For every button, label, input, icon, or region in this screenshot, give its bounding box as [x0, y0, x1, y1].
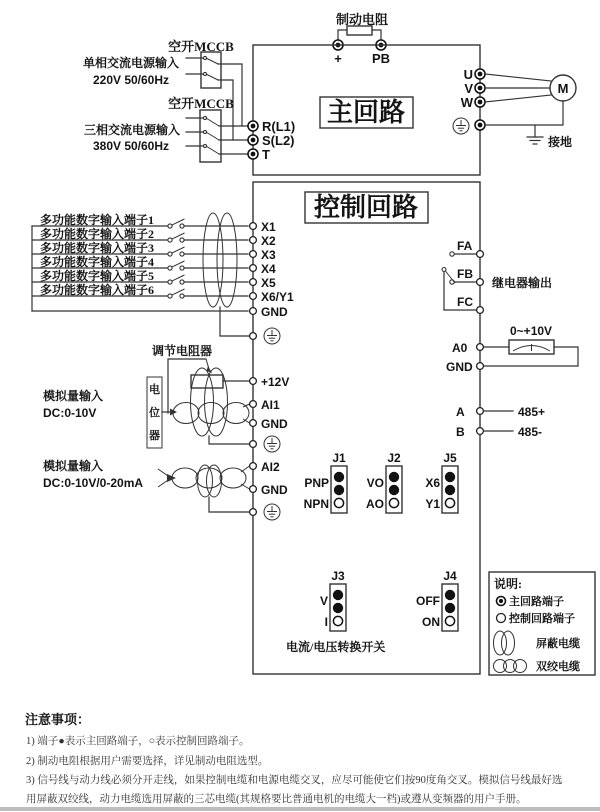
jumper-j4-top-label: OFF	[416, 594, 440, 608]
shield-cable-symbol-ai1	[191, 368, 214, 436]
terminal-dgnd	[250, 308, 257, 315]
jumper-j3	[330, 584, 346, 631]
legend-shield-cable-icon	[494, 631, 507, 655]
jumper-j1	[331, 466, 347, 513]
terminal-ai1-gnd	[250, 420, 257, 427]
braking-resistor-label: 制动电阻	[335, 12, 389, 27]
three-phase-voltage: 380V 50/60Hz	[92, 139, 170, 153]
terminal-x6y1	[250, 293, 257, 300]
jumper-j3-top-label: V	[319, 594, 328, 608]
digital-switch-6	[168, 289, 185, 298]
jumper-j2	[386, 466, 402, 513]
terminal-x5	[250, 279, 257, 286]
terminal-ai1	[250, 401, 257, 408]
control-circuit-title: 控制回路	[313, 193, 419, 222]
jumper-j3-bottom-label: I	[324, 615, 328, 629]
digital-input-2-label: 多功能数字输入端子2	[40, 227, 155, 241]
note-1: 1) 端子●表示主回路端子，○表示控制回路端子。	[26, 736, 250, 747]
jumper-j1-bottom-label: NPN	[303, 497, 329, 511]
single-phase-label: 单相交流电源输入	[82, 56, 180, 70]
relay-output-label: 继电器输出	[492, 276, 553, 290]
terminal-12v-label: +12V	[261, 375, 290, 389]
legend-control-terminal-label: 控制回路端子	[509, 613, 575, 625]
terminal-fb	[477, 279, 484, 286]
jumper-j4	[442, 584, 458, 631]
legend-title: 说明:	[494, 577, 522, 591]
terminal-ai1-label: AI1	[261, 398, 280, 412]
terminal-x4-label: X4	[261, 262, 276, 276]
terminal-x1-label: X1	[261, 220, 276, 234]
terminal-fa-label: FA	[457, 239, 473, 253]
terminal-s	[248, 135, 258, 145]
485-plus-label: 485+	[518, 405, 546, 419]
main-circuit-title: 主回路	[326, 98, 406, 127]
legend-main-terminal-label: 主回路端子	[509, 596, 564, 608]
pe-icon-3	[264, 504, 280, 520]
jumper-j4-label: J4	[443, 569, 457, 583]
terminal-ai1-gnd-label: GND	[261, 417, 288, 431]
terminal-x4	[250, 265, 257, 272]
terminal-s-label: S(L2)	[262, 133, 295, 148]
braking-resistor-symbol	[347, 26, 372, 35]
legend-twisted-cable-label: 双绞电缆	[536, 661, 580, 673]
terminal-plus-label: +	[334, 51, 342, 66]
potentiometer-char-2: 位	[149, 407, 160, 419]
terminal-u-label: U	[463, 67, 473, 82]
voltage-current-switch-label: 电流/电压转换开关	[286, 640, 386, 654]
digital-switch-5	[168, 275, 185, 284]
terminal-pb-label: PB	[371, 51, 391, 66]
analog1-range: DC:0-10V	[43, 406, 97, 420]
shield-cable-symbol-ai2	[198, 465, 213, 497]
terminal-x2	[250, 237, 257, 244]
legend-twisted-cable-icon	[494, 660, 507, 673]
twisted-pair-symbol-ai1	[173, 403, 199, 424]
terminal-x3	[250, 251, 257, 258]
note-3: 3) 信号线与动力线必须分开走线，如果控制电缆和电源电缆交叉，应尽可能使它们按90度角交叉。模拟信号线最好选	[26, 775, 563, 786]
jumper-j5-label: J5	[443, 451, 457, 465]
terminal-12v	[250, 378, 257, 385]
motor-label: M	[557, 81, 569, 96]
terminal-t	[248, 149, 258, 159]
terminal-u	[475, 69, 485, 79]
notes-title: 注意事项：	[25, 712, 91, 727]
jumper-j2-top-label: VO	[366, 476, 384, 490]
analog1-label: 模拟量输入	[43, 389, 104, 403]
terminal-a0	[477, 344, 484, 351]
adjust-resistor-label: 调节电阻器	[152, 344, 213, 358]
terminal-ai2-gnd-label: GND	[261, 483, 288, 497]
terminal-v	[475, 83, 485, 93]
terminal-a0-gnd-label: GND	[446, 360, 473, 374]
terminal-fc-label: FC	[457, 295, 473, 309]
digital-switch-2	[168, 233, 185, 242]
pe-icon-main	[453, 118, 469, 134]
terminal-x3-label: X3	[261, 248, 276, 262]
mccb1-label: 空开MCCB	[168, 39, 234, 54]
terminal-pe-2	[250, 441, 257, 448]
jumper-j5	[442, 466, 458, 513]
terminal-pe-3	[250, 509, 257, 516]
legend-shield-cable-label: 屏蔽电缆	[536, 638, 580, 650]
single-phase-voltage: 220V 50/60Hz	[92, 73, 170, 87]
scan-edge-band	[0, 807, 600, 811]
terminal-485b-label: B	[456, 425, 465, 439]
jumper-j2-bottom-label: AO	[366, 497, 384, 511]
digital-switch-1	[168, 219, 185, 228]
terminal-485a	[477, 408, 484, 415]
terminal-ai2-gnd	[250, 486, 257, 493]
pe-icon-2	[264, 436, 280, 452]
digital-input-3-label: 多功能数字输入端子3	[40, 241, 155, 255]
jumper-j5-top-label: X6	[425, 476, 440, 490]
terminal-ai2	[250, 463, 257, 470]
digital-input-1-label: 多功能数字输入端子1	[40, 213, 155, 227]
jumper-j5-bottom-label: Y1	[425, 497, 440, 511]
terminal-r-label: R(L1)	[262, 119, 296, 134]
digital-input-5-label: 多功能数字输入端子5	[40, 269, 155, 283]
jumper-j2-label: J2	[387, 451, 401, 465]
terminal-485b	[477, 428, 484, 435]
analog2-range: DC:0-10V/0-20mA	[43, 476, 144, 490]
a0-range-label: 0~+10V	[510, 324, 553, 338]
earth-label: 接地	[548, 135, 573, 149]
terminal-v-label: V	[464, 81, 473, 96]
terminal-w	[475, 97, 485, 107]
terminal-x1	[250, 223, 257, 230]
jumper-j4-bottom-label: ON	[422, 615, 440, 629]
terminal-dgnd-label: GND	[261, 305, 288, 319]
terminal-fb-label: FB	[457, 267, 473, 281]
terminal-a0-gnd	[477, 363, 484, 370]
terminal-pe-1	[250, 333, 257, 340]
terminal-x2-label: X2	[261, 234, 276, 248]
terminal-fa	[477, 251, 484, 258]
legend-control-terminal-icon	[497, 614, 506, 623]
terminal-485a-label: A	[456, 405, 465, 419]
three-phase-label: 三相交流电源输入	[83, 123, 181, 137]
mccb2-label: 空开MCCB	[168, 96, 234, 111]
potentiometer-char-3: 器	[149, 430, 160, 442]
485-minus-label: 485-	[518, 425, 543, 439]
digital-switch-4	[168, 261, 185, 270]
pe-icon-1	[264, 328, 280, 344]
potentiometer-char-1: 电	[149, 384, 160, 396]
digital-input-6-label: 多功能数字输入端子6	[40, 283, 155, 297]
note-3-continued: 用屏蔽双绞线，动力电缆选用屏蔽的三芯电缆(其规格要比普通电机的电缆大一档)或遵从变频器的用户手册。	[26, 794, 527, 805]
jumper-j1-top-label: PNP	[304, 476, 329, 490]
earth-symbol	[527, 137, 543, 144]
terminal-fc	[477, 307, 484, 314]
analog2-label: 模拟量输入	[43, 459, 104, 473]
terminal-main-pe	[475, 120, 485, 130]
terminal-r	[248, 121, 258, 131]
jumper-j3-label: J3	[331, 569, 345, 583]
jumper-j1-label: J1	[332, 451, 346, 465]
terminal-ai2-label: AI2	[261, 460, 280, 474]
terminal-t-label: T	[262, 147, 270, 162]
terminal-x5-label: X5	[261, 276, 276, 290]
digital-switch-3	[168, 247, 185, 256]
terminal-a0-label: A0	[452, 341, 468, 355]
note-2: 2) 制动电阻根据用户需要选择，详见制动电阻选型。	[26, 756, 269, 767]
digital-input-4-label: 多功能数字输入端子4	[40, 255, 155, 269]
terminal-w-label: W	[460, 95, 473, 110]
terminal-x6y1-label: X6/Y1	[261, 290, 294, 304]
